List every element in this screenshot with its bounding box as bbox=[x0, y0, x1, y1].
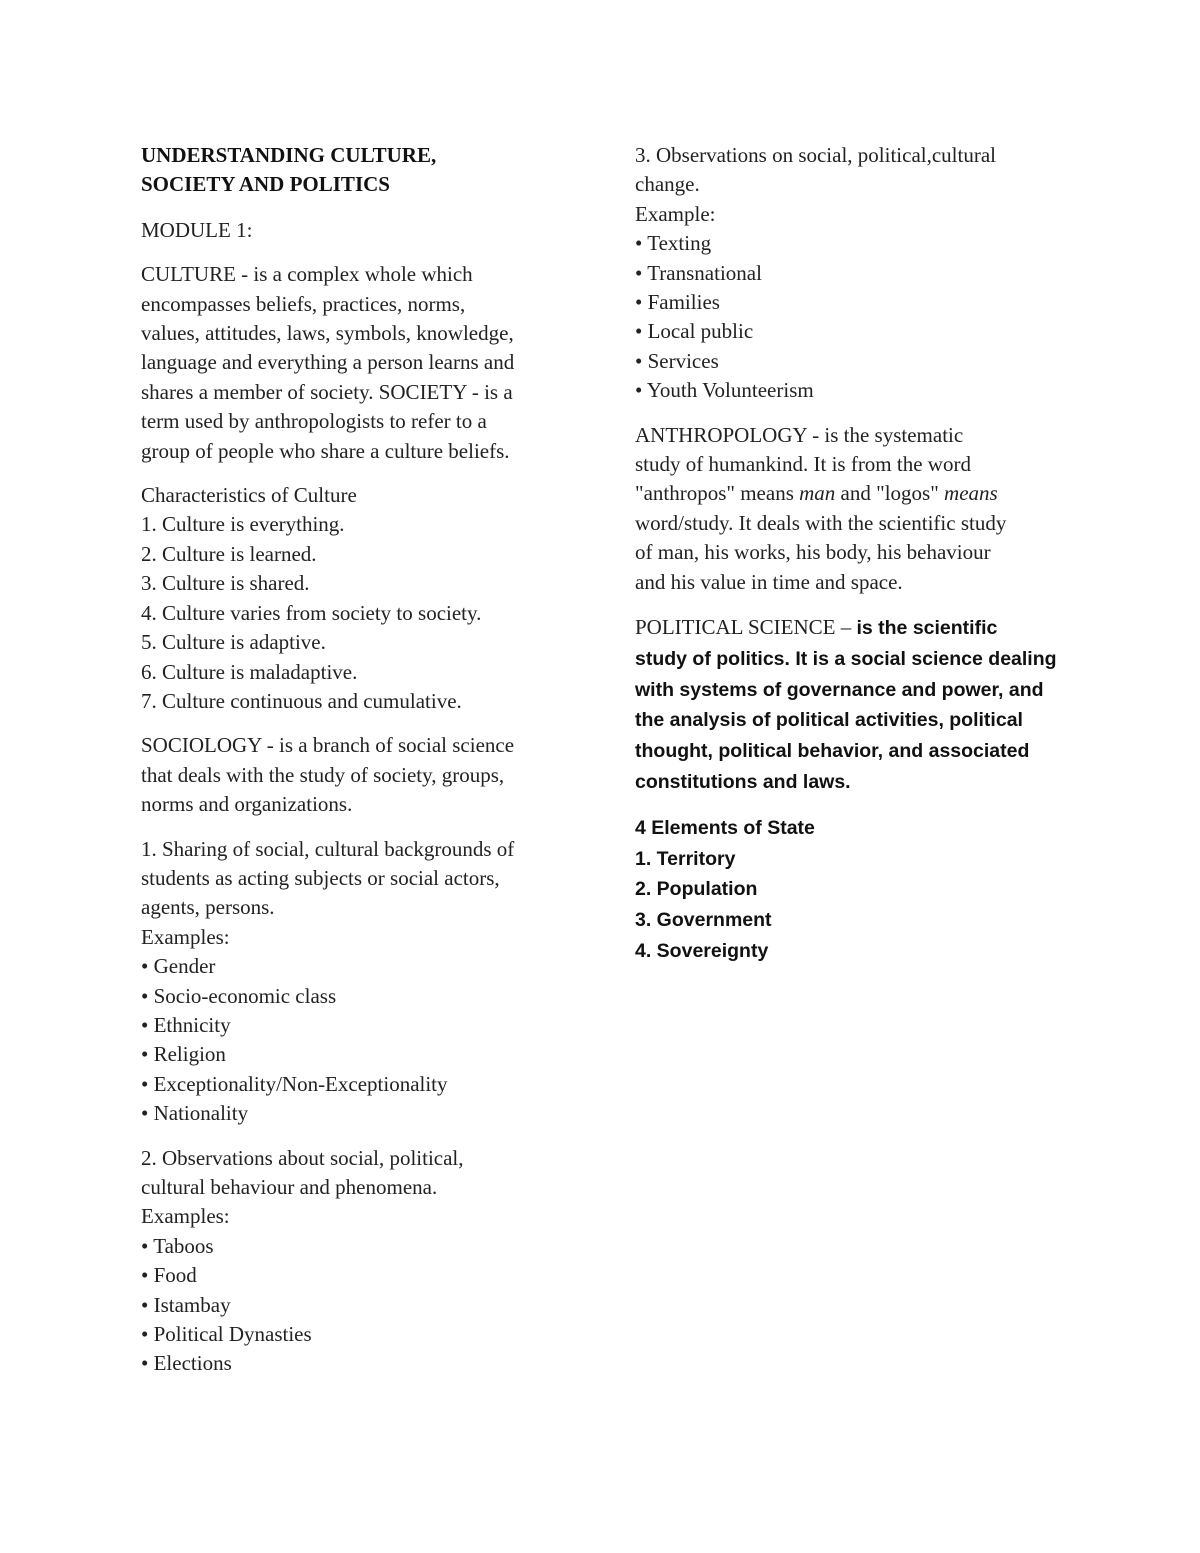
paragraph-line: change. bbox=[635, 172, 700, 197]
paragraph-line bbox=[635, 479, 1075, 508]
bold-line: constitutions and laws. bbox=[635, 771, 851, 794]
item-3-section bbox=[635, 141, 1075, 406]
list-item: • Gender bbox=[141, 954, 216, 979]
list-item: 4. Sovereignty bbox=[635, 940, 769, 963]
text-run: and "logos" bbox=[835, 481, 945, 506]
list-item: • Texting bbox=[635, 231, 712, 256]
list-item: • Taboos bbox=[141, 1233, 214, 1258]
paragraph-line bbox=[635, 612, 1075, 644]
culture-definition bbox=[141, 260, 581, 466]
paragraph-line: students as acting subjects or social actors, bbox=[141, 865, 500, 890]
paragraph-line: shares a member of society. SOCIETY - is a bbox=[141, 379, 513, 404]
list-item: 6. Culture is maladaptive. bbox=[141, 659, 358, 684]
item-1-section bbox=[141, 835, 581, 1129]
list-item: • Religion bbox=[141, 1042, 226, 1067]
list-item: 3. Culture is shared. bbox=[141, 571, 310, 596]
characteristics-list bbox=[141, 510, 581, 716]
examples-label: Examples: bbox=[141, 924, 230, 949]
list-item: 1. Territory bbox=[635, 847, 736, 870]
paragraph-line: encompasses beliefs, practices, norms, bbox=[141, 291, 466, 316]
list-item: 5. Culture is adaptive. bbox=[141, 630, 326, 655]
item-2-section bbox=[141, 1144, 581, 1379]
module-label: MODULE 1: bbox=[141, 217, 253, 242]
section-heading: 4 Elements of State bbox=[635, 816, 815, 839]
paragraph-line: norms and organizations. bbox=[141, 792, 353, 817]
list-item: 7. Culture continuous and cumulative. bbox=[141, 688, 462, 713]
italic-term: means bbox=[944, 481, 998, 506]
list-item: • Elections bbox=[141, 1351, 232, 1376]
document-title bbox=[141, 141, 581, 200]
list-item: • Local public bbox=[635, 319, 754, 344]
list-item: • Nationality bbox=[141, 1101, 249, 1126]
list-item: • Food bbox=[141, 1263, 197, 1288]
political-science-definition bbox=[635, 612, 1075, 798]
left-column bbox=[141, 141, 581, 1379]
right-column bbox=[635, 141, 1075, 967]
list-item: • Istambay bbox=[141, 1292, 231, 1317]
paragraph-line: 3. Observations on social, political,cultural bbox=[635, 143, 996, 167]
title-line: UNDERSTANDING CULTURE, bbox=[141, 143, 437, 167]
paragraph-line: and his value in time and space. bbox=[635, 569, 903, 594]
paragraph-line: SOCIOLOGY - is a branch of social science bbox=[141, 733, 515, 758]
paragraph-line: cultural behaviour and phenomena. bbox=[141, 1175, 438, 1199]
paragraph-line: that deals with the study of society, groups, bbox=[141, 762, 505, 787]
paragraph-line: CULTURE - is a complex whole which bbox=[141, 262, 473, 287]
list-item: 1. Culture is everything. bbox=[141, 512, 345, 537]
list-item: • Services bbox=[635, 348, 719, 373]
examples-label: Examples: bbox=[141, 1204, 230, 1229]
characteristics-section bbox=[141, 481, 581, 716]
list-item: • Transnational bbox=[635, 260, 762, 285]
paragraph-line: group of people who share a culture beliefs. bbox=[141, 438, 510, 463]
bold-line: thought, political behavior, and associated bbox=[635, 740, 1030, 763]
list-item: 3. Government bbox=[635, 909, 772, 932]
list-item: 2. Culture is learned. bbox=[141, 541, 317, 566]
paragraph-line: values, attitudes, laws, symbols, knowledge, bbox=[141, 321, 514, 346]
sociology-definition bbox=[141, 731, 581, 819]
list-item: • Political Dynasties bbox=[141, 1322, 312, 1347]
bold-line: with systems of governance and power, and bbox=[635, 678, 1044, 701]
paragraph-line: language and everything a person learns and bbox=[141, 350, 515, 375]
examples-label: Example: bbox=[635, 201, 716, 226]
text-run: POLITICAL SCIENCE – bbox=[635, 615, 857, 640]
elements-list bbox=[635, 844, 1075, 967]
paragraph-line: 2. Observations about social, political, bbox=[141, 1145, 464, 1170]
anthropology-definition bbox=[635, 421, 1075, 597]
paragraph-line: word/study. It deals with the scientific study bbox=[635, 510, 1007, 535]
paragraph-line: term used by anthropologists to refer to a bbox=[141, 409, 487, 434]
bold-line: the analysis of political activities, political bbox=[635, 709, 1023, 732]
paragraph-line: of man, his works, his body, his behaviour bbox=[635, 540, 991, 565]
paragraph-line: agents, persons. bbox=[141, 895, 275, 920]
list-item: • Youth Volunteerism bbox=[635, 378, 814, 403]
examples-list bbox=[141, 952, 581, 1128]
paragraph-line: ANTHROPOLOGY - is the systematic bbox=[635, 422, 964, 447]
section-heading: Characteristics of Culture bbox=[141, 483, 357, 508]
text-run: "anthropos" means bbox=[635, 481, 800, 506]
bold-text: is the scientific bbox=[856, 617, 998, 640]
list-item: • Exceptionality/Non-Exceptionality bbox=[141, 1071, 448, 1096]
paragraph-line: 1. Sharing of social, cultural backgrounds of bbox=[141, 836, 515, 861]
list-item: 2. Population bbox=[635, 878, 758, 901]
bold-line: study of politics. It is a social science dealing bbox=[635, 647, 1057, 670]
examples-list bbox=[141, 1232, 581, 1379]
title-line: SOCIETY AND POLITICS bbox=[141, 172, 390, 197]
italic-term: man bbox=[799, 481, 836, 506]
list-item: • Ethnicity bbox=[141, 1012, 231, 1037]
list-item: • Families bbox=[635, 290, 720, 315]
examples-list bbox=[635, 229, 1075, 405]
list-item: • Socio-economic class bbox=[141, 983, 337, 1008]
elements-of-state-section bbox=[635, 813, 1075, 967]
paragraph-line: study of humankind. It is from the word bbox=[635, 452, 971, 477]
list-item: 4. Culture varies from society to society. bbox=[141, 600, 482, 625]
